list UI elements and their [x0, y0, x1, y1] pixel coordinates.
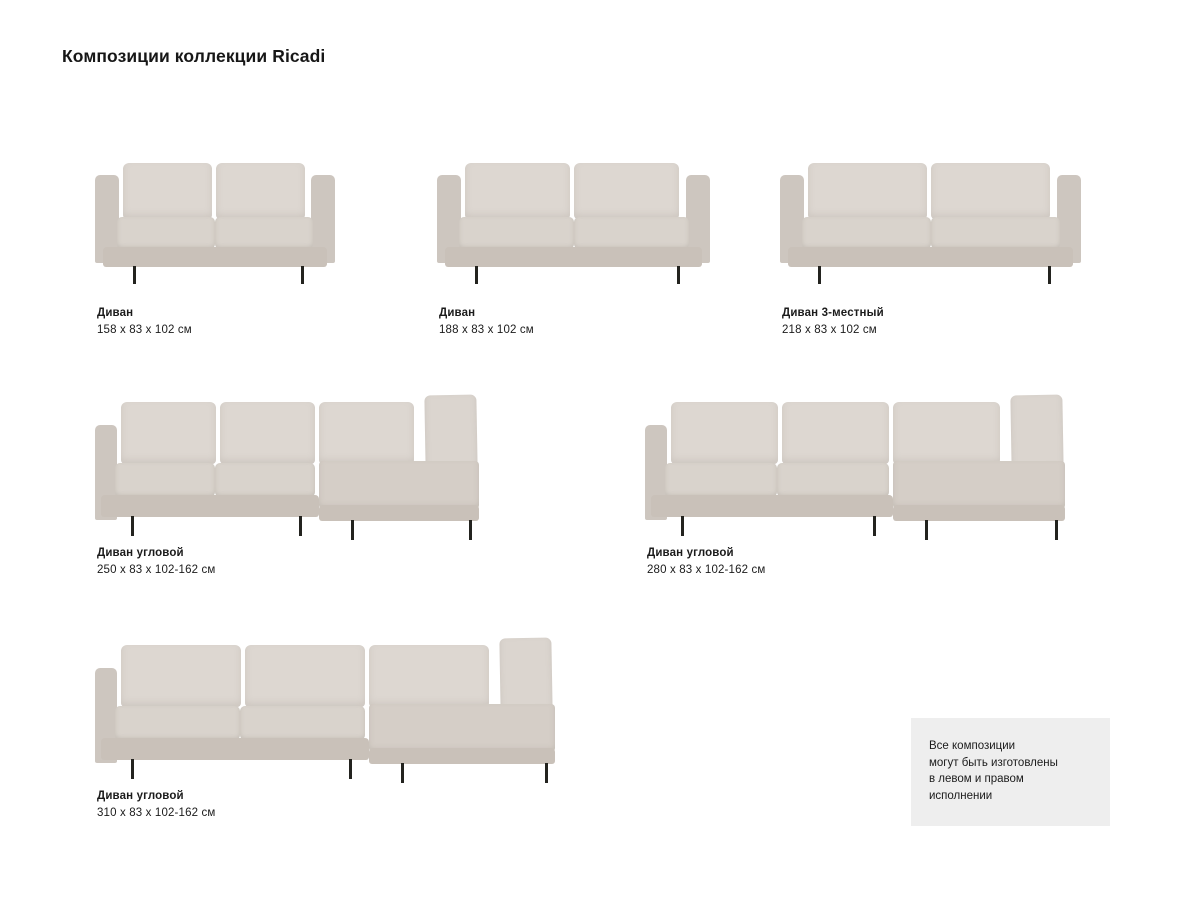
sofa-seat-cushion	[115, 463, 215, 497]
sofa-leg	[925, 520, 928, 540]
corner-pillow	[499, 638, 552, 714]
corner-sofa-drawing	[645, 385, 1095, 535]
product-figure-sofa-188	[437, 155, 707, 336]
product-caption	[97, 545, 215, 579]
sofa-leg	[401, 763, 404, 783]
sofa-seat-cushion	[574, 217, 689, 249]
sofa-drawing	[437, 155, 707, 285]
chaise-base	[893, 505, 1065, 521]
sofa-leg	[1055, 520, 1058, 540]
product-name: Диван угловой	[647, 547, 734, 559]
corner-sofa-drawing	[95, 628, 615, 778]
sofa-leg	[1048, 266, 1051, 284]
sofa-back-cushion	[893, 402, 1000, 464]
sofa-leg	[133, 266, 136, 284]
sofa-leg	[818, 266, 821, 284]
sofa-leg	[545, 763, 548, 783]
sofa-back-cushion	[216, 163, 305, 219]
sofa-base	[788, 247, 1073, 267]
product-name: Диван угловой	[97, 790, 184, 802]
sofa-back-cushion	[369, 645, 489, 707]
chaise-base	[319, 505, 479, 521]
sofa-leg	[301, 266, 304, 284]
sofa-seat-cushion	[931, 217, 1060, 249]
sofa-seat-cushion	[665, 463, 777, 497]
product-figure-sofa-218	[780, 155, 1080, 336]
sofa-leg	[469, 520, 472, 540]
product-caption	[97, 788, 215, 822]
sofa-base	[101, 495, 319, 517]
chaise-base	[369, 748, 555, 764]
sofa-seat-cushion	[117, 217, 215, 249]
sofa-back-cushion	[808, 163, 927, 219]
product-figure-sofa-158	[95, 155, 365, 336]
chaise-seat	[319, 461, 479, 509]
corner-sofa-drawing	[95, 385, 515, 535]
product-dimensions: 158 x 83 x 102 см	[97, 324, 192, 336]
sofa-base	[651, 495, 893, 517]
sofa-seat-cushion	[215, 463, 315, 497]
product-name: Диван	[439, 307, 476, 319]
sofa-drawing	[780, 155, 1080, 285]
sofa-back-cushion	[121, 402, 216, 464]
sofa-leg	[677, 266, 680, 284]
product-caption	[782, 305, 884, 339]
corner-pillow	[424, 395, 477, 471]
page-title: Композиции коллекции Ricadi	[62, 46, 326, 66]
product-caption	[647, 545, 765, 579]
sofa-back-cushion	[671, 402, 778, 464]
product-figure-corner-250	[95, 385, 515, 576]
sofa-back-cushion	[245, 645, 365, 707]
product-dimensions: 218 x 83 x 102 см	[782, 324, 877, 336]
sofa-back-cushion	[123, 163, 212, 219]
sofa-back-cushion	[574, 163, 679, 219]
sofa-back-cushion	[319, 402, 414, 464]
product-name: Диван 3-местный	[782, 307, 884, 319]
product-name: Диван угловой	[97, 547, 184, 559]
sofa-back-cushion	[220, 402, 315, 464]
sofa-back-cushion	[782, 402, 889, 464]
product-figure-corner-280	[645, 385, 1095, 576]
product-dimensions: 250 x 83 x 102-162 см	[97, 564, 216, 576]
product-caption	[439, 305, 534, 339]
note-line-4: исполнении	[929, 789, 993, 802]
sofa-back-cushion	[121, 645, 241, 707]
sofa-seat-cushion	[240, 706, 365, 740]
sofa-seat-cushion	[115, 706, 240, 740]
sofa-drawing	[95, 155, 365, 285]
sofa-leg	[131, 516, 134, 536]
product-figure-corner-310	[95, 628, 615, 819]
sofa-seat-cushion	[215, 217, 313, 249]
sofa-leg	[349, 759, 352, 779]
sofa-leg	[131, 759, 134, 779]
sofa-base	[445, 247, 702, 267]
sofa-base	[101, 738, 369, 760]
sofa-leg	[299, 516, 302, 536]
sofa-leg	[681, 516, 684, 536]
sofa-leg	[475, 266, 478, 284]
product-caption	[97, 305, 192, 339]
sofa-leg	[351, 520, 354, 540]
sofa-leg	[873, 516, 876, 536]
sofa-seat-cushion	[777, 463, 889, 497]
product-dimensions: 280 x 83 x 102-162 см	[647, 564, 766, 576]
sofa-seat-cushion	[459, 217, 574, 249]
product-dimensions: 188 x 83 x 102 см	[439, 324, 534, 336]
note-text	[929, 738, 1099, 804]
chaise-seat	[369, 704, 555, 752]
note-line-3: в левом и правом	[929, 773, 1024, 785]
chaise-seat	[893, 461, 1065, 509]
sofa-back-cushion	[465, 163, 570, 219]
sofa-back-cushion	[931, 163, 1050, 219]
product-name: Диван	[97, 307, 134, 319]
note-line-1: Все композиции	[929, 740, 1016, 752]
note-line-2: могут быть изготовлены	[929, 756, 1058, 769]
sofa-seat-cushion	[802, 217, 931, 249]
note-box	[911, 718, 1110, 826]
product-dimensions: 310 x 83 x 102-162 см	[97, 807, 216, 819]
corner-pillow	[1010, 395, 1063, 471]
sofa-base	[103, 247, 327, 267]
